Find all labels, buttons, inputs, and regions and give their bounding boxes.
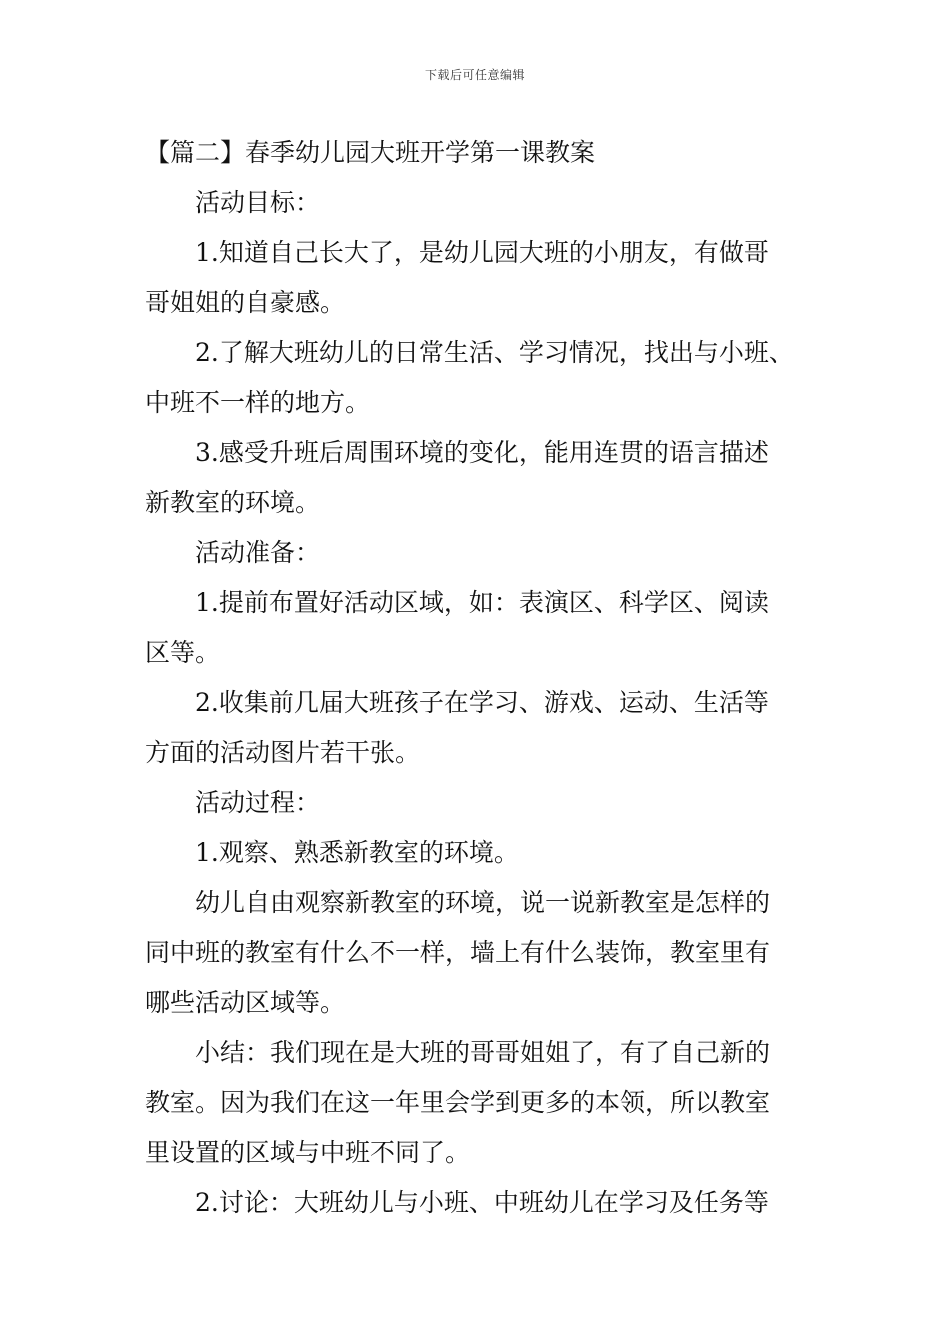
section-heading-goals: 活动目标： <box>195 188 321 217</box>
paragraph-line: 幼儿自由观察新教室的环境，说一说新教室是怎样的 <box>195 888 771 917</box>
paragraph-line: 1.观察、熟悉新教室的环境。 <box>195 838 519 867</box>
paragraph-line: 2.了解大班幼儿的日常生活、学习情况，找出与小班、 <box>195 338 794 367</box>
document-body <box>145 128 810 1228</box>
paragraph-line: 2.讨论：大班幼儿与小班、中班幼儿在学习及任务等 <box>195 1188 769 1217</box>
section-heading-process: 活动过程： <box>195 788 321 817</box>
paragraph-line: 小结：我们现在是大班的哥哥姐姐了，有了自己新的 <box>195 1038 771 1067</box>
paragraph-line: 哪些活动区域等。 <box>145 988 346 1017</box>
paragraph-line: 区等。 <box>145 638 221 667</box>
paragraph-line: 2.收集前几届大班孩子在学习、游戏、运动、生活等 <box>195 688 769 717</box>
paragraph-line: 新教室的环境。 <box>145 488 321 517</box>
paragraph-line: 1.知道自己长大了，是幼儿园大班的小朋友，有做哥 <box>195 238 769 267</box>
paragraph-line: 中班不一样的地方。 <box>145 388 371 417</box>
paragraph-line: 1.提前布置好活动区域，如：表演区、科学区、阅读 <box>195 588 769 617</box>
header-note: 下载后可任意编辑 <box>424 68 525 82</box>
section-heading-preparation: 活动准备： <box>195 538 321 567</box>
paragraph-line: 3.感受升班后周围环境的变化，能用连贯的语言描述 <box>195 438 769 467</box>
paragraph-line: 哥姐姐的自豪感。 <box>145 288 346 317</box>
paragraph-line: 里设置的区域与中班不同了。 <box>145 1138 471 1167</box>
paragraph-line: 教室。因为我们在这一年里会学到更多的本领，所以教室 <box>145 1088 771 1117</box>
paragraph-line: 同中班的教室有什么不一样，墙上有什么装饰，教室里有 <box>145 938 771 967</box>
paragraph-line: 方面的活动图片若干张。 <box>145 738 421 767</box>
document-title: 【篇二】春季幼儿园大班开学第一课教案 <box>145 138 596 167</box>
